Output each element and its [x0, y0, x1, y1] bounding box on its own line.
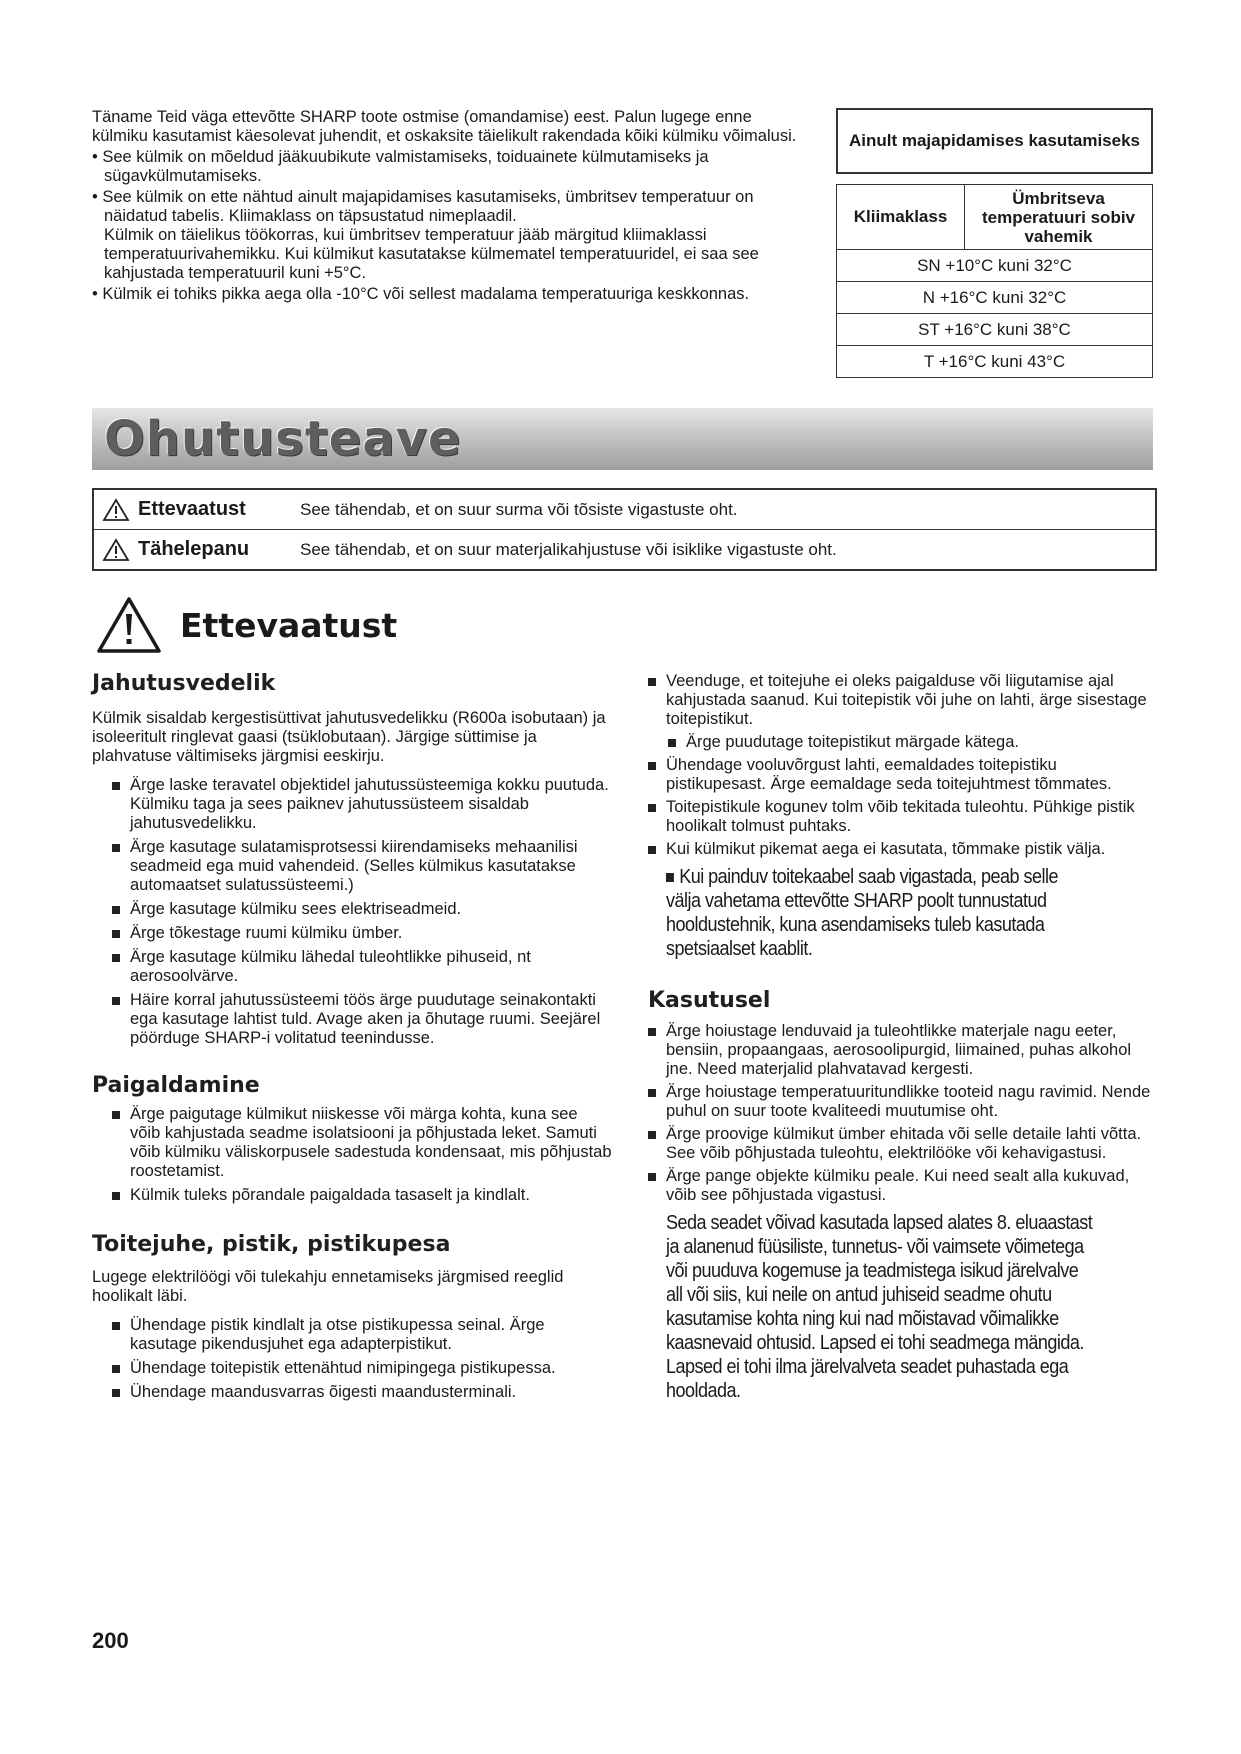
list-item: Ärge kasutage sulatamisprotsessi kiirendamiseks mehaanilisi seadmeid ega muid vahendeid. (Selles külmikus kasutatakse automaatset sulatussüsteemi.): [112, 838, 612, 895]
warning-triangle-icon: [94, 538, 138, 562]
list-item: Ühendage maandusvarras õigesti maandusterminali.: [112, 1383, 612, 1402]
list-item: Ärge hoiustage lenduvaid ja tuleohtlikke materjale nagu eeter, bensiin, propaangaas, aerosoolipurgid, liimained, puhas alkohol jne. Need materjalid plahvatavad kergesti.: [648, 1022, 1156, 1079]
list-item: Ühendage pistik kindlalt ja otse pistikupessa seinal. Ärge kasutage pikendusjuhet ega adapterpistikut.: [112, 1316, 612, 1354]
cable-note-text: Kui painduv toitekaabel saab vigastada, peab selle välja vahetama ettevõtte SHARP poolt tunnustatud hooldustehnik, kuna asendamiseks tuleb kasutada spetsiaalset kaablit.: [666, 865, 1058, 960]
list-item: Häire korral jahutussüsteemi töös ärge puudutage seinakontakti ega kasutage lahtist tuld. Avage aken ja õhutage ruumi. Seejärel pöörduge SHARP-i volitatud teenindusse.: [112, 991, 612, 1048]
list-item: Ärge paigutage külmikut niiskesse või märga kohta, kuna see võib kahjustada seadme isolatsiooni ja põhjustada leket. Samuti võib külmiku väliskorpusele sadestuda kondensaat, mis põhjustab roostetamist.: [112, 1105, 612, 1181]
legend-row-caution: [94, 529, 1155, 569]
list-item: Toitepistikule kogunev tolm võib tekitada tuleohtu. Pühkige pistik hoolikalt tolmust puhtaks.: [648, 798, 1156, 836]
warning-triangle-icon: [96, 596, 162, 654]
power-intro: Lugege elektrilöögi või tulekahju ennetamiseks järgmised reeglid hoolikalt läbi.: [92, 1268, 564, 1305]
list-item: Ärge pange objekte külmiku peale. Kui need sealt alla kukuvad, võib see põhjustada vigastusi.: [648, 1167, 1156, 1205]
legend-row-warning: [94, 490, 1155, 529]
list-item: Ärge laske teravatel objektidel jahutussüsteemiga kokku puutuda. Külmiku taga ja sees paiknev jahutussüsteem sisaldab jahutusvedelikku.: [112, 776, 612, 833]
climate-class-table: [836, 184, 1153, 378]
list-item: Ühendage toitepistik ettenähtud nimipingega pistikupessa.: [112, 1359, 612, 1378]
children-note: Seda seadet võivad kasutada lapsed alates 8. eluaastast ja alanenud füüsiliste, tunnetus- või vaimsete võimetega või puuduva kogemuse ja teadmistega isikud järelvalve all või siis, kui neile on antud juhiseid seadme ohutu kasutamise kohta ning kui nad mõistavad võimalikke kaasnevaid ohtusid. Lapsed ei tohi seadmega mängida. Lapsed ei tohi ilma järelvalveta seadet puhastada ega hooldada.: [666, 1211, 1093, 1402]
intro-bullet: • Külmik ei tohiks pikka aega olla -10°C või sellest madalama temperatuuriga keskkonnas.: [92, 285, 750, 303]
heading-power-cord: Toitejuhe, pistik, pistikupesa: [92, 1232, 451, 1257]
list-item: Ärge tõkestage ruumi külmiku ümber.: [112, 924, 612, 943]
list-item: Ärge hoiustage temperatuuritundlikke tooteid nagu ravimid. Nende puhul on suur toote kvaliteedi muutumise oht.: [648, 1083, 1156, 1121]
section-heading-bar: [92, 408, 1153, 470]
climate-row: SN +10°C kuni 32°C: [837, 250, 1153, 282]
legend-definition: See tähendab, et on suur surma või tõsiste vigastuste oht.: [300, 499, 738, 519]
list-item: Ärge kasutage külmiku lähedal tuleohtlikke pihuseid, nt aerosoolvärve.: [112, 948, 612, 986]
temperature-range-column-header: Ümbritseva temperatuuri sobiv vahemik: [965, 185, 1153, 250]
right-column: [648, 672, 1156, 1403]
list-item: Ärge kasutage külmiku sees elektriseadmeid.: [112, 900, 612, 919]
heading-in-use: Kasutusel: [648, 988, 771, 1013]
warning-title: Ettevaatust: [180, 605, 398, 645]
cable-note: [666, 865, 1088, 961]
intro-bullet: • See külmik on ette nähtud ainult majapidamises kasutamiseks, ümbritsev temperatuur on näidatud tabelis. Kliimaklass on täpsustatud nimeplaadil.: [92, 188, 754, 225]
climate-class-column-header: Kliimaklass: [837, 185, 965, 250]
list-item: Veenduge, et toitejuhe ei oleks paigalduse või liigutamise ajal kahjustada saanud. Kui toitepistik või juhe on lahti, ärge sisestage toitepistikut.: [648, 672, 1156, 729]
intro-text: [92, 108, 812, 304]
bullet-square-icon: [666, 873, 674, 882]
list-item: Ärge puudutage toitepistikut märgade kätega.: [668, 733, 1156, 752]
heading-coolant: Jahutusvedelik: [92, 671, 276, 696]
left-column: [92, 671, 612, 1402]
page-number: 200: [92, 1628, 129, 1653]
list-item: Ühendage vooluvõrgust lahti, eemaldades toitepistiku pistikupesast. Ärge eemaldage seda toitejuhtmest tõmmates.: [648, 756, 1156, 794]
list-item: Külmik tuleks põrandale paigaldada tasaselt ja kindlalt.: [112, 1186, 612, 1205]
list-item: Ärge proovige külmikut ümber ehitada või selle detaile lahti võtta. See võib põhjustada tuleohtu, elektrilööke või kehavigastusi.: [648, 1125, 1156, 1163]
legend-term: Tähelepanu: [138, 538, 250, 560]
intro-bullet: • See külmik on mõeldud jääkuubikute valmistamiseks, toiduainete külmutamiseks ja sügavkülmutamiseks.: [92, 148, 709, 185]
warning-heading: [96, 596, 397, 654]
climate-table: [836, 108, 1153, 378]
climate-row: ST +16°C kuni 38°C: [837, 314, 1153, 346]
hazard-legend: [92, 488, 1157, 571]
warning-triangle-icon: [94, 498, 138, 522]
intro-paragraph: Täname Teid väga ettevõtte SHARP toote ostmise (omandamise) eest. Palun lugege enne külmiku kasutamist käesolevat juhendit, et oskaksite täielikult rakendada kõiki külmiku võimalusi.: [92, 108, 797, 145]
heading-installation: Paigaldamine: [92, 1073, 260, 1098]
climate-table-header: Ainult majapidamises kasutamiseks: [836, 108, 1153, 174]
climate-row: T +16°C kuni 43°C: [837, 346, 1153, 378]
legend-term: Ettevaatust: [138, 498, 246, 520]
list-item: Kui külmikut pikemat aega ei kasutata, tõmmake pistik välja.: [648, 840, 1156, 859]
climate-row: N +16°C kuni 32°C: [837, 282, 1153, 314]
intro-bullet-continuation: Külmik on täielikus töökorras, kui ümbritsev temperatuur jääb märgitud kliimaklassi temperatuurivahemikku. Kui külmikut kasutatakse külmematel temperatuuridel, ei saa see kahjustada temperatuuril kuni +5°C.: [104, 226, 759, 282]
section-title: Ohutusteave: [104, 411, 462, 467]
coolant-intro: Külmik sisaldab kergestisüttivat jahutusvedelikku (R600a isobutaan) ja isoleeritult ringlevat gaasi (tsüklobutaan). Järgige süttimise ja plahvatuse vältimiseks järgmisi eeskirju.: [92, 709, 606, 765]
legend-definition: See tähendab, et on suur materjalikahjustuse või isiklike vigastuste oht.: [300, 539, 837, 559]
